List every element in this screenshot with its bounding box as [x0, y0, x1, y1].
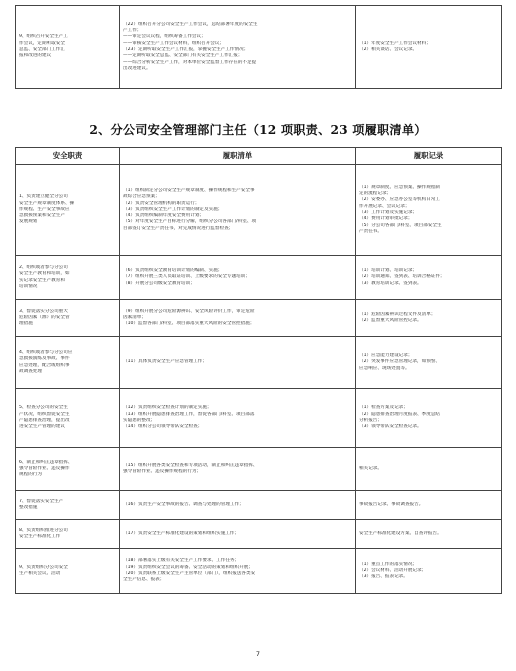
text-line: 整改措施 — [19, 505, 38, 510]
header-row — [16, 148, 502, 165]
text-line: （4）负责组织编制年度安全费用计划； — [123, 213, 205, 219]
text-line: 作规程、生产安全事故应 — [19, 206, 70, 212]
text-line: 目部签订安全生产责任书，对完成情况进行监督检查； — [123, 225, 234, 231]
text-line: 安全生产教育和培训，如 — [19, 271, 70, 277]
text-line: 实记录安全生产教育和 — [19, 277, 65, 283]
text-line: （17）负责安全生产标准化建设的策划和组织实施工作； — [123, 530, 240, 536]
text-line: （1）组织制定分公司安全生产规章制度、操作规程和生产安全事 — [123, 187, 255, 193]
list-cell — [120, 165, 356, 256]
column-header-list: 履职清单 — [120, 148, 356, 165]
text-line: 报和改进的建议 — [19, 53, 52, 59]
text-line: ——定期听取安全总监、安全部门有关安全生产工作汇报； — [123, 53, 243, 59]
text-line: （3）领导带队安全检查记录。 — [359, 424, 422, 430]
text-line: 全生产信息、报表； — [123, 577, 165, 583]
list-cell — [120, 300, 356, 337]
text-line: （14）组织分公司领导带队安全检查； — [123, 424, 203, 430]
text-line: 1、负责建立健全分公司 — [19, 194, 68, 200]
text-line: 分析报告； — [359, 418, 382, 423]
text-line: 理措施 — [19, 321, 33, 327]
list-cell — [120, 448, 356, 491]
text-line: 进安全生产管理的建议 — [19, 424, 65, 430]
duty-table — [15, 147, 502, 594]
list-cell — [120, 520, 356, 549]
text-line: 9、负责组织分公司安全 — [19, 564, 68, 570]
records-cell — [356, 389, 502, 448]
records-cell — [356, 491, 502, 520]
table-row — [16, 256, 502, 300]
text-line: 实隐患的整改； — [123, 418, 156, 423]
text-line: （20）负责联系上级安全生产主管单位（部门），组织报送各类安 — [123, 571, 256, 576]
text-line: （3）报告、报表记录。 — [359, 574, 408, 580]
list-cell — [120, 549, 356, 594]
text-line: （5）分公司各部门/科室、项目部安全生 — [359, 222, 442, 228]
text-line: （16）负责生产安全事故的报告、调查与处理的管理工作； — [123, 501, 244, 507]
text-line: 3、督促落实分公司重大 — [19, 308, 68, 314]
text-line: （3）工作计划及实施记录； — [359, 210, 418, 215]
text-line: （1）重点工作的落实情况； — [359, 561, 418, 567]
records-cell — [356, 549, 502, 594]
list-cell — [120, 256, 356, 300]
text-line: （23）定期听取安全生产工作汇报，掌握安全生产工作情况； — [123, 47, 249, 52]
duty-cell — [16, 549, 120, 594]
previous-section-table — [15, 5, 502, 89]
text-line: 定的流程记录； — [359, 191, 392, 197]
text-line: （15）组织开展各类安全检查和专项活动，制止和纠正违章指挥、 — [123, 462, 258, 468]
list-cell — [120, 6, 356, 89]
text-line: 强令冒险作业、违反操作 — [19, 465, 70, 471]
list-cell — [120, 491, 356, 520]
table-row — [16, 520, 502, 549]
text-line: （3）教育培训记录、签到表。 — [359, 280, 422, 286]
table-row — [16, 337, 502, 389]
text-line: （2）相关谈话、会议记录。 — [359, 47, 418, 52]
text-line: （1）规章制度、应急预案、操作规程制 — [359, 184, 441, 190]
table-row — [16, 549, 502, 594]
text-line: 故调查处理 — [19, 368, 42, 374]
text-line: （12）负责组织安全检查计划的制定实施； — [123, 405, 212, 411]
text-line: （2）负责安全管理机构的职责运行； — [123, 200, 200, 206]
text-line: （10）监督各部门/科室、项目部落实重大风险的安全管控措施； — [123, 321, 255, 327]
text-line: 急救援预案和安全生产 — [19, 213, 65, 219]
text-line: 相关记录。 — [359, 465, 382, 471]
column-header-duty: 安全职责 — [16, 148, 120, 165]
text-line: 作会议，定期听取安全 — [19, 40, 65, 46]
table-row — [16, 6, 502, 89]
duty-cell — [16, 520, 120, 549]
duty-cell — [16, 256, 120, 300]
text-line: （2）突发事件应急管理记录，如预警、 — [359, 359, 441, 365]
table-row — [16, 448, 502, 491]
duty-cell — [16, 337, 120, 389]
table-body — [16, 165, 502, 594]
text-line: 因素清单； — [123, 314, 146, 320]
records-cell — [356, 165, 502, 256]
list-cell — [120, 389, 356, 448]
text-line: （4）费用计划审批记录； — [359, 216, 413, 222]
text-line: 作开展记录、会议记录； — [359, 203, 410, 209]
text-line: ——审核安全生产工作会议材料，组织召开会议； — [123, 40, 225, 46]
table-row — [16, 389, 502, 448]
column-header-records: 履职记录 — [356, 148, 502, 165]
text-line: 安全生产标准化建设方案、自查评报告。 — [359, 530, 442, 536]
table-row — [16, 165, 502, 256]
text-line: ——综合分析安全生产工作，对本单位安全监督工作存在的不足提 — [123, 59, 257, 65]
text-line: （1）应急能力建设记录； — [359, 353, 413, 359]
page-number: 7 — [255, 650, 261, 658]
duty-cell — [16, 491, 120, 520]
records-cell — [356, 6, 502, 89]
duty-cell — [16, 6, 120, 89]
text-line: 5、检查分公司的安全生 — [19, 405, 68, 411]
text-line: 发展规划 — [19, 219, 38, 225]
text-line: （13）组织开展隐患排查治理工作，督促各部门/科室、项目部落 — [123, 411, 255, 417]
text-line: （1）年度安全生产工作会议材料； — [359, 40, 431, 46]
text-line: 急救援演练及事故、事件 — [19, 356, 70, 362]
text-line: 产隐患排查治理，提出改 — [19, 418, 70, 423]
text-line: （7）组织开展三类人员取证培训、上级要求的安全专题培训； — [123, 274, 250, 280]
text-line: 规程的行为 — [19, 472, 42, 478]
list-cell — [120, 337, 356, 389]
text-line: 产责任书。 — [359, 228, 382, 234]
text-line: 危险因素（源）的安全管 — [19, 314, 70, 320]
text-line: 2、组织或者参与分公司 — [19, 264, 68, 270]
text-line: 培训情况 — [19, 283, 38, 289]
text-line: （19）负责组织安全会议的筹备、安全活动的策划和组织开展； — [123, 564, 253, 570]
text-line: 强令冒险作业、违反操作规程的行为； — [123, 469, 202, 474]
duty-cell — [16, 389, 120, 448]
section-title: 2、分公司安全管理部门主任（12 项职责、23 项履职清单） — [89, 123, 427, 137]
text-line: 9、组织召开安全生产工 — [19, 34, 68, 40]
duty-cell — [16, 165, 120, 256]
records-cell — [356, 300, 502, 337]
text-line: （1）检查方案及记录； — [359, 405, 408, 411]
text-line: （1）培训计划、培训记录； — [359, 268, 418, 274]
text-line: （22）组织召开分公司安全生产工作会议，总结部署年度的安全生 — [123, 21, 258, 27]
text-line: 出改进建议。 — [123, 65, 151, 71]
records-cell — [356, 337, 502, 389]
text-line: （1）危险因素辨识过程文件及清单； — [359, 311, 436, 317]
table-row — [16, 491, 502, 520]
text-line: 故综合应急预案； — [123, 194, 160, 200]
text-line: 6、制止和纠正违章指挥、 — [19, 459, 73, 465]
text-line: 应急响应、现场处置等。 — [359, 365, 410, 371]
text-line: （3）负责组织安全生产工作计划的制定及实施； — [123, 206, 223, 212]
text-line: （2）安委办、应急办公室等机构日常工 — [359, 197, 441, 203]
text-line: （2）会议材料、活动开展记录； — [359, 567, 427, 573]
records-cell — [356, 256, 502, 300]
text-line: ——审定会议议程，组织筹备工作会议； — [123, 34, 206, 40]
text-line: 8、负责组织推进分公司 — [19, 527, 68, 533]
text-line: 应急处理，配合或组织事 — [19, 362, 70, 368]
text-line: （2）培训通知、签到表、培训合格证件； — [359, 274, 445, 280]
text-line: 生产相关会议、活动 — [19, 571, 61, 576]
table-row — [16, 300, 502, 337]
records-cell — [356, 448, 502, 491]
text-line: 安全生产规章制度体系、操 — [19, 200, 75, 206]
text-line: 4、组织或者参与分公司应 — [19, 349, 73, 355]
text-line: 安全生产标准化工作 — [19, 534, 61, 539]
duty-cell — [16, 300, 120, 337]
text-line: 7、督促落实安全生产 — [19, 498, 64, 504]
text-line: （2）隐患排查治理月度报表、季度总结 — [359, 411, 441, 417]
text-line: （5）对年度安全生产目标进行分解，组织分公司各部门/科室、项 — [123, 219, 257, 225]
text-line: （9）组织开展分公司危险源辨识、安全风险评价工作，审定危险 — [123, 308, 255, 314]
text-line: 事故报告记录、事故调查报告。 — [359, 501, 424, 507]
text-line: 总监、安全部门工作汇 — [19, 47, 65, 52]
text-line: 产工作； — [123, 28, 142, 34]
text-line: （11）具体负责安全生产应急管理工作； — [123, 359, 207, 365]
text-line: （6）负责组织安全教育培训计划的编制、实施； — [123, 268, 223, 274]
text-line: （8）开展分公司级安全教育培训； — [123, 280, 195, 286]
text-line: （18）部署落实上级有关安全生产工作要求、工作任务； — [123, 558, 240, 564]
text-line: （2）监督重大风险管控记录。 — [359, 318, 422, 323]
duty-cell — [16, 448, 120, 491]
text-line: 产状况，组织督促安全生 — [19, 411, 70, 417]
records-cell — [356, 520, 502, 549]
